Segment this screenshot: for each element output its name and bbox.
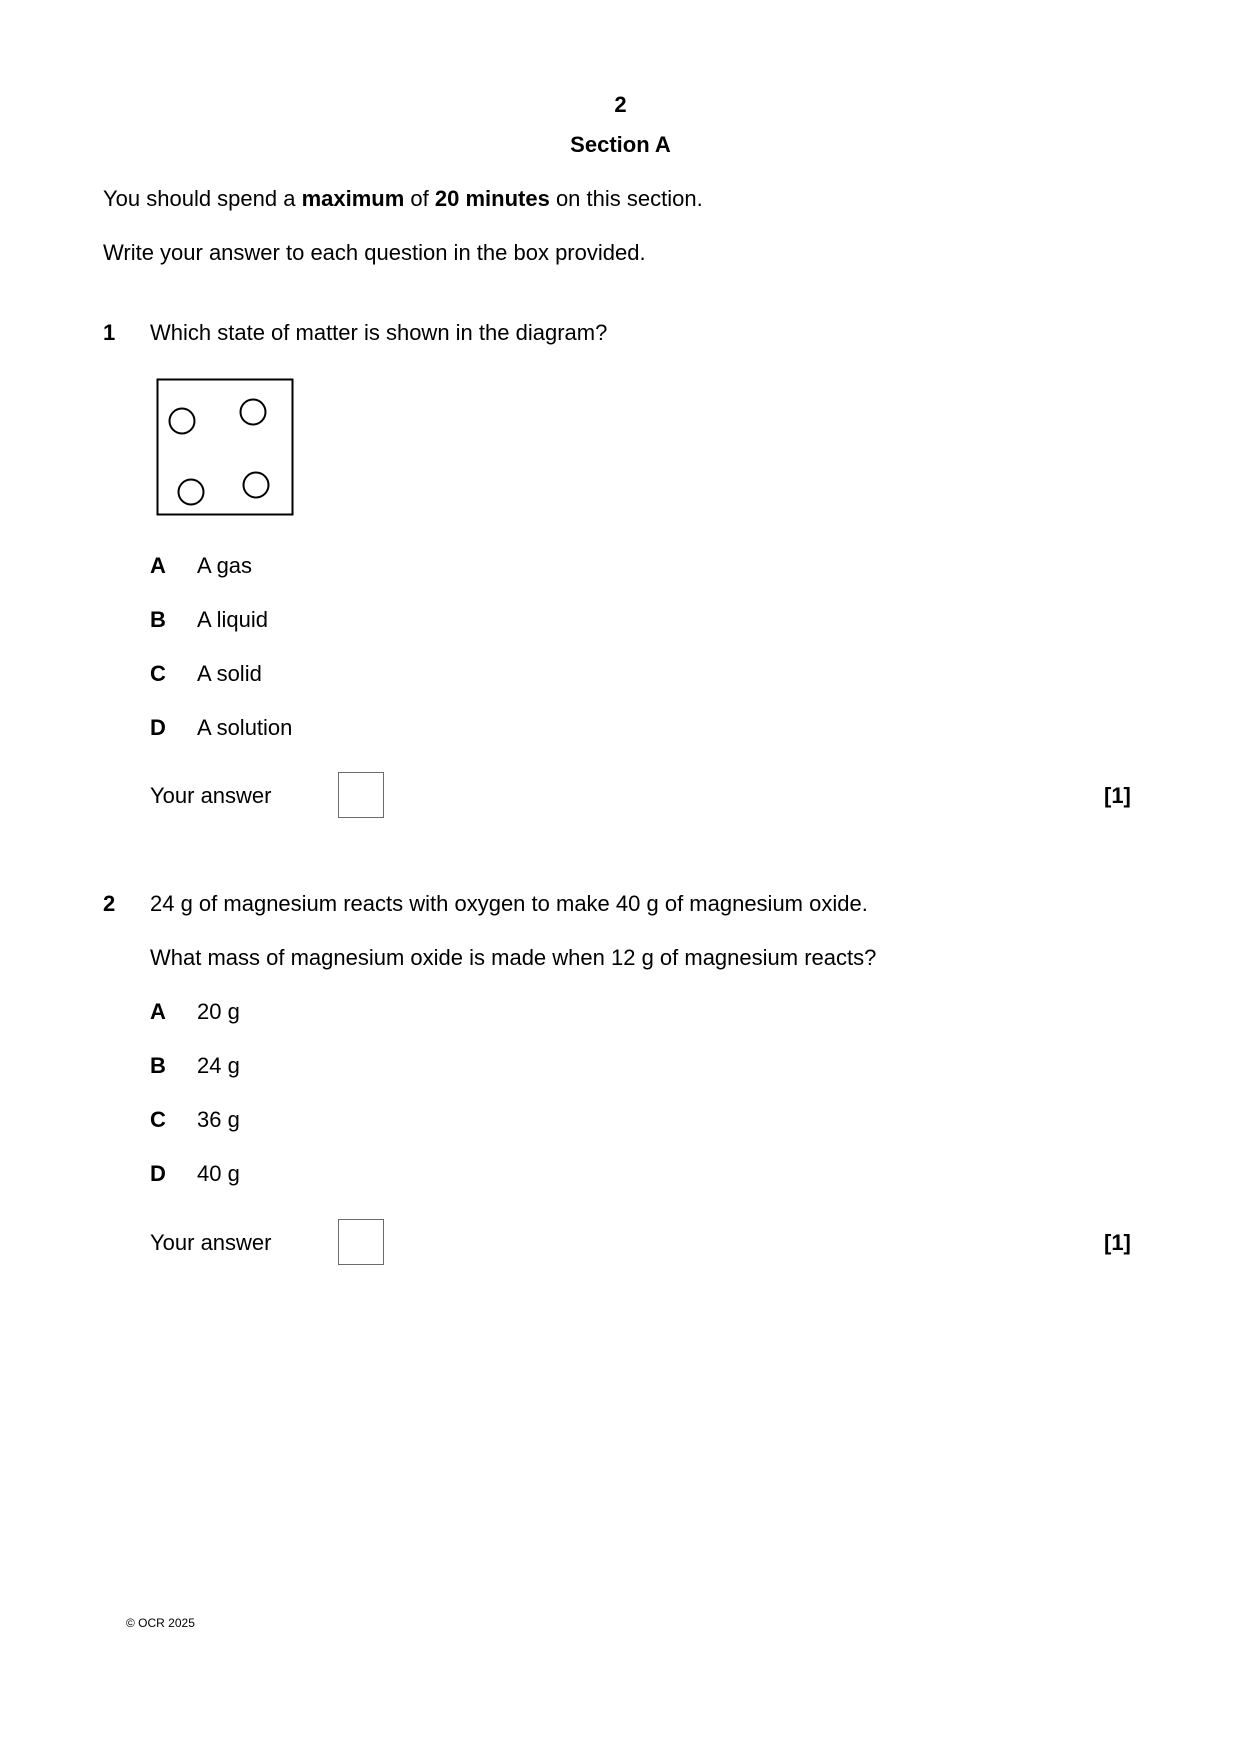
question-stem: 24 g of magnesium reacts with oxygen to make 40 g of magnesium oxide. — [150, 891, 868, 916]
particle-circle — [241, 400, 266, 425]
particle-circle — [179, 480, 204, 505]
particle-circle — [170, 409, 195, 434]
option-letter: B — [150, 607, 166, 632]
question-stem-second: What mass of magnesium oxide is made when 12 g of magnesium reacts? — [150, 945, 877, 970]
option-letter: A — [150, 999, 166, 1024]
particle-diagram — [156, 378, 294, 516]
question-number: 2 — [103, 891, 116, 916]
option-letter: C — [150, 1107, 166, 1132]
option-letter: A — [150, 553, 166, 578]
particle-circle — [244, 473, 269, 498]
option-text: 24 g — [197, 1053, 240, 1078]
intro-text: on this section. — [549, 186, 703, 211]
option-text: A solid — [197, 661, 262, 686]
marks-label: [1] — [1104, 783, 1131, 808]
option-text: 40 g — [197, 1161, 240, 1186]
option-text: A liquid — [197, 607, 268, 632]
intro-answer-instruction: Write your answer to each question in the box provided. — [103, 240, 646, 265]
intro-bold-maximum: maximum — [301, 186, 405, 211]
answer-box[interactable] — [338, 772, 384, 818]
option-text: A solution — [197, 715, 293, 740]
page-number: 2 — [614, 92, 627, 117]
option-text: 36 g — [197, 1107, 240, 1132]
option-letter: B — [150, 1053, 166, 1078]
option-letter: D — [150, 1161, 166, 1186]
option-letter: C — [150, 661, 166, 686]
marks-label: [1] — [1104, 1230, 1131, 1255]
option-text: 20 g — [197, 999, 240, 1024]
question-number: 1 — [103, 320, 116, 345]
option-text: A gas — [197, 553, 253, 578]
option-letter: D — [150, 715, 166, 740]
intro-instruction — [103, 186, 703, 212]
copyright-footer: © OCR 2025 — [126, 1616, 195, 1630]
intro-text: You should spend a — [103, 186, 302, 211]
answer-label: Your answer — [150, 783, 272, 808]
section-title: Section A — [570, 132, 671, 157]
answer-box[interactable] — [338, 1219, 384, 1265]
answer-label: Your answer — [150, 1230, 272, 1255]
intro-text: of — [404, 186, 435, 211]
intro-bold-time: 20 minutes — [434, 186, 550, 211]
question-stem: Which state of matter is shown in the diagram? — [150, 320, 608, 345]
